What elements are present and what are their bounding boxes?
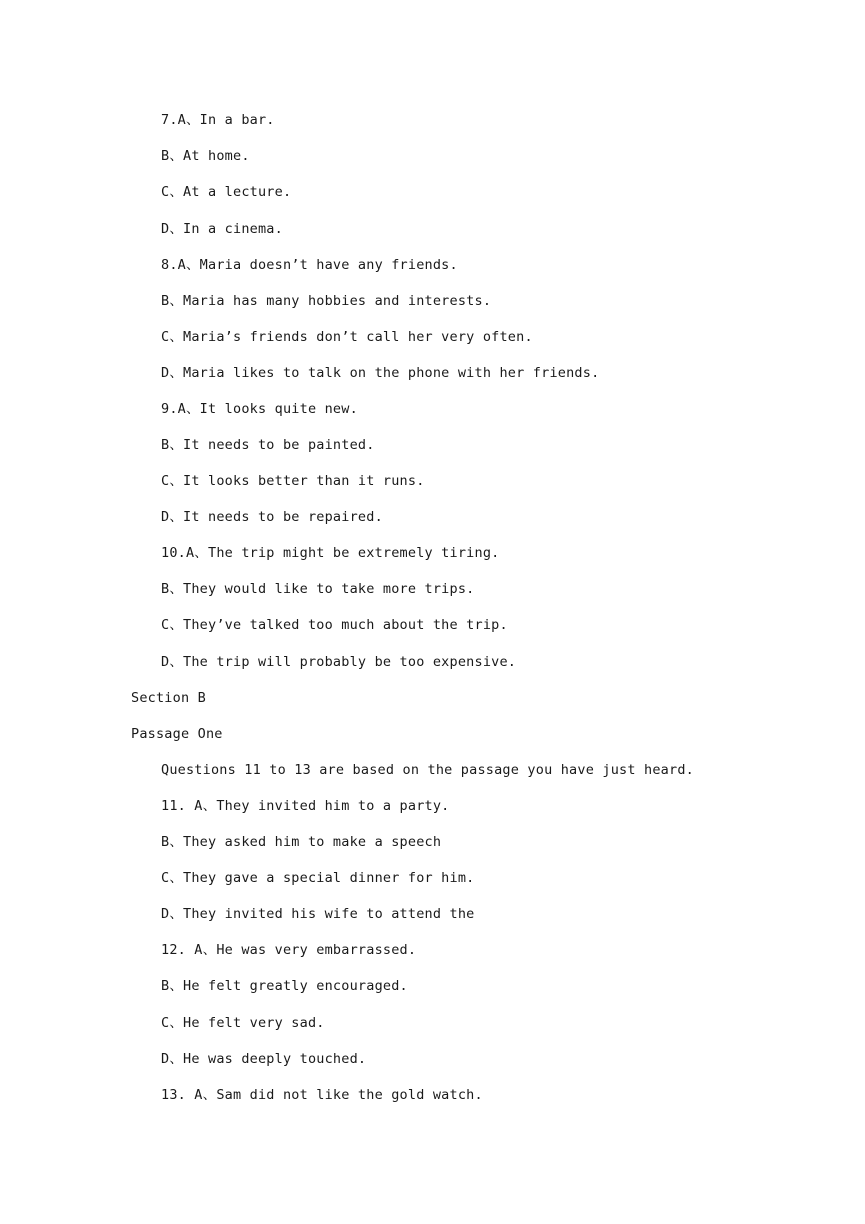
q12-option-a: 12. A、He was very embarrassed. [161,942,417,958]
q10-option-d: D、The trip will probably be too expensive. [161,654,517,670]
q10-option-a: 10.A、The trip might be extremely tiring. [161,545,500,561]
q9-option-c: C、It looks better than it runs. [161,473,425,489]
q8-option-d: D、Maria likes to talk on the phone with her friends. [161,365,600,381]
q9-option-d: D、It needs to be repaired. [161,509,383,525]
q11-option-d: D、They invited his wife to attend the [161,906,475,922]
q9-option-b: B、It needs to be painted. [161,437,375,453]
q12-option-d: D、He was deeply touched. [161,1051,367,1067]
q12-option-c: C、He felt very sad. [161,1015,325,1031]
q7-option-c: C、At a lecture. [161,184,292,200]
q7-option-b: B、At home. [161,148,250,164]
q11-option-a: 11. A、They invited him to a party. [161,798,450,814]
q7-option-a: 7.A、In a bar. [161,112,275,128]
q11-option-b: B、They asked him to make a speech [161,834,442,850]
q11-option-c: C、They gave a special dinner for him. [161,870,475,886]
q8-option-b: B、Maria has many hobbies and interests. [161,293,492,309]
q13-option-a: 13. A、Sam did not like the gold watch. [161,1087,483,1103]
q8-option-c: C、Maria’s friends don’t call her very often. [161,329,533,345]
q9-option-a: 9.A、It looks quite new. [161,401,358,417]
passage-heading: Passage One [131,726,223,742]
q12-option-b: B、He felt greatly encouraged. [161,978,408,994]
q10-option-c: C、They’ve talked too much about the trip. [161,617,508,633]
q10-option-b: B、They would like to take more trips. [161,581,475,597]
q8-option-a: 8.A、Maria doesn’t have any friends. [161,257,458,273]
passage-instructions: Questions 11 to 13 are based on the passage you have just heard. [161,762,694,778]
section-heading: Section B [131,690,206,706]
q7-option-d: D、In a cinema. [161,221,283,237]
